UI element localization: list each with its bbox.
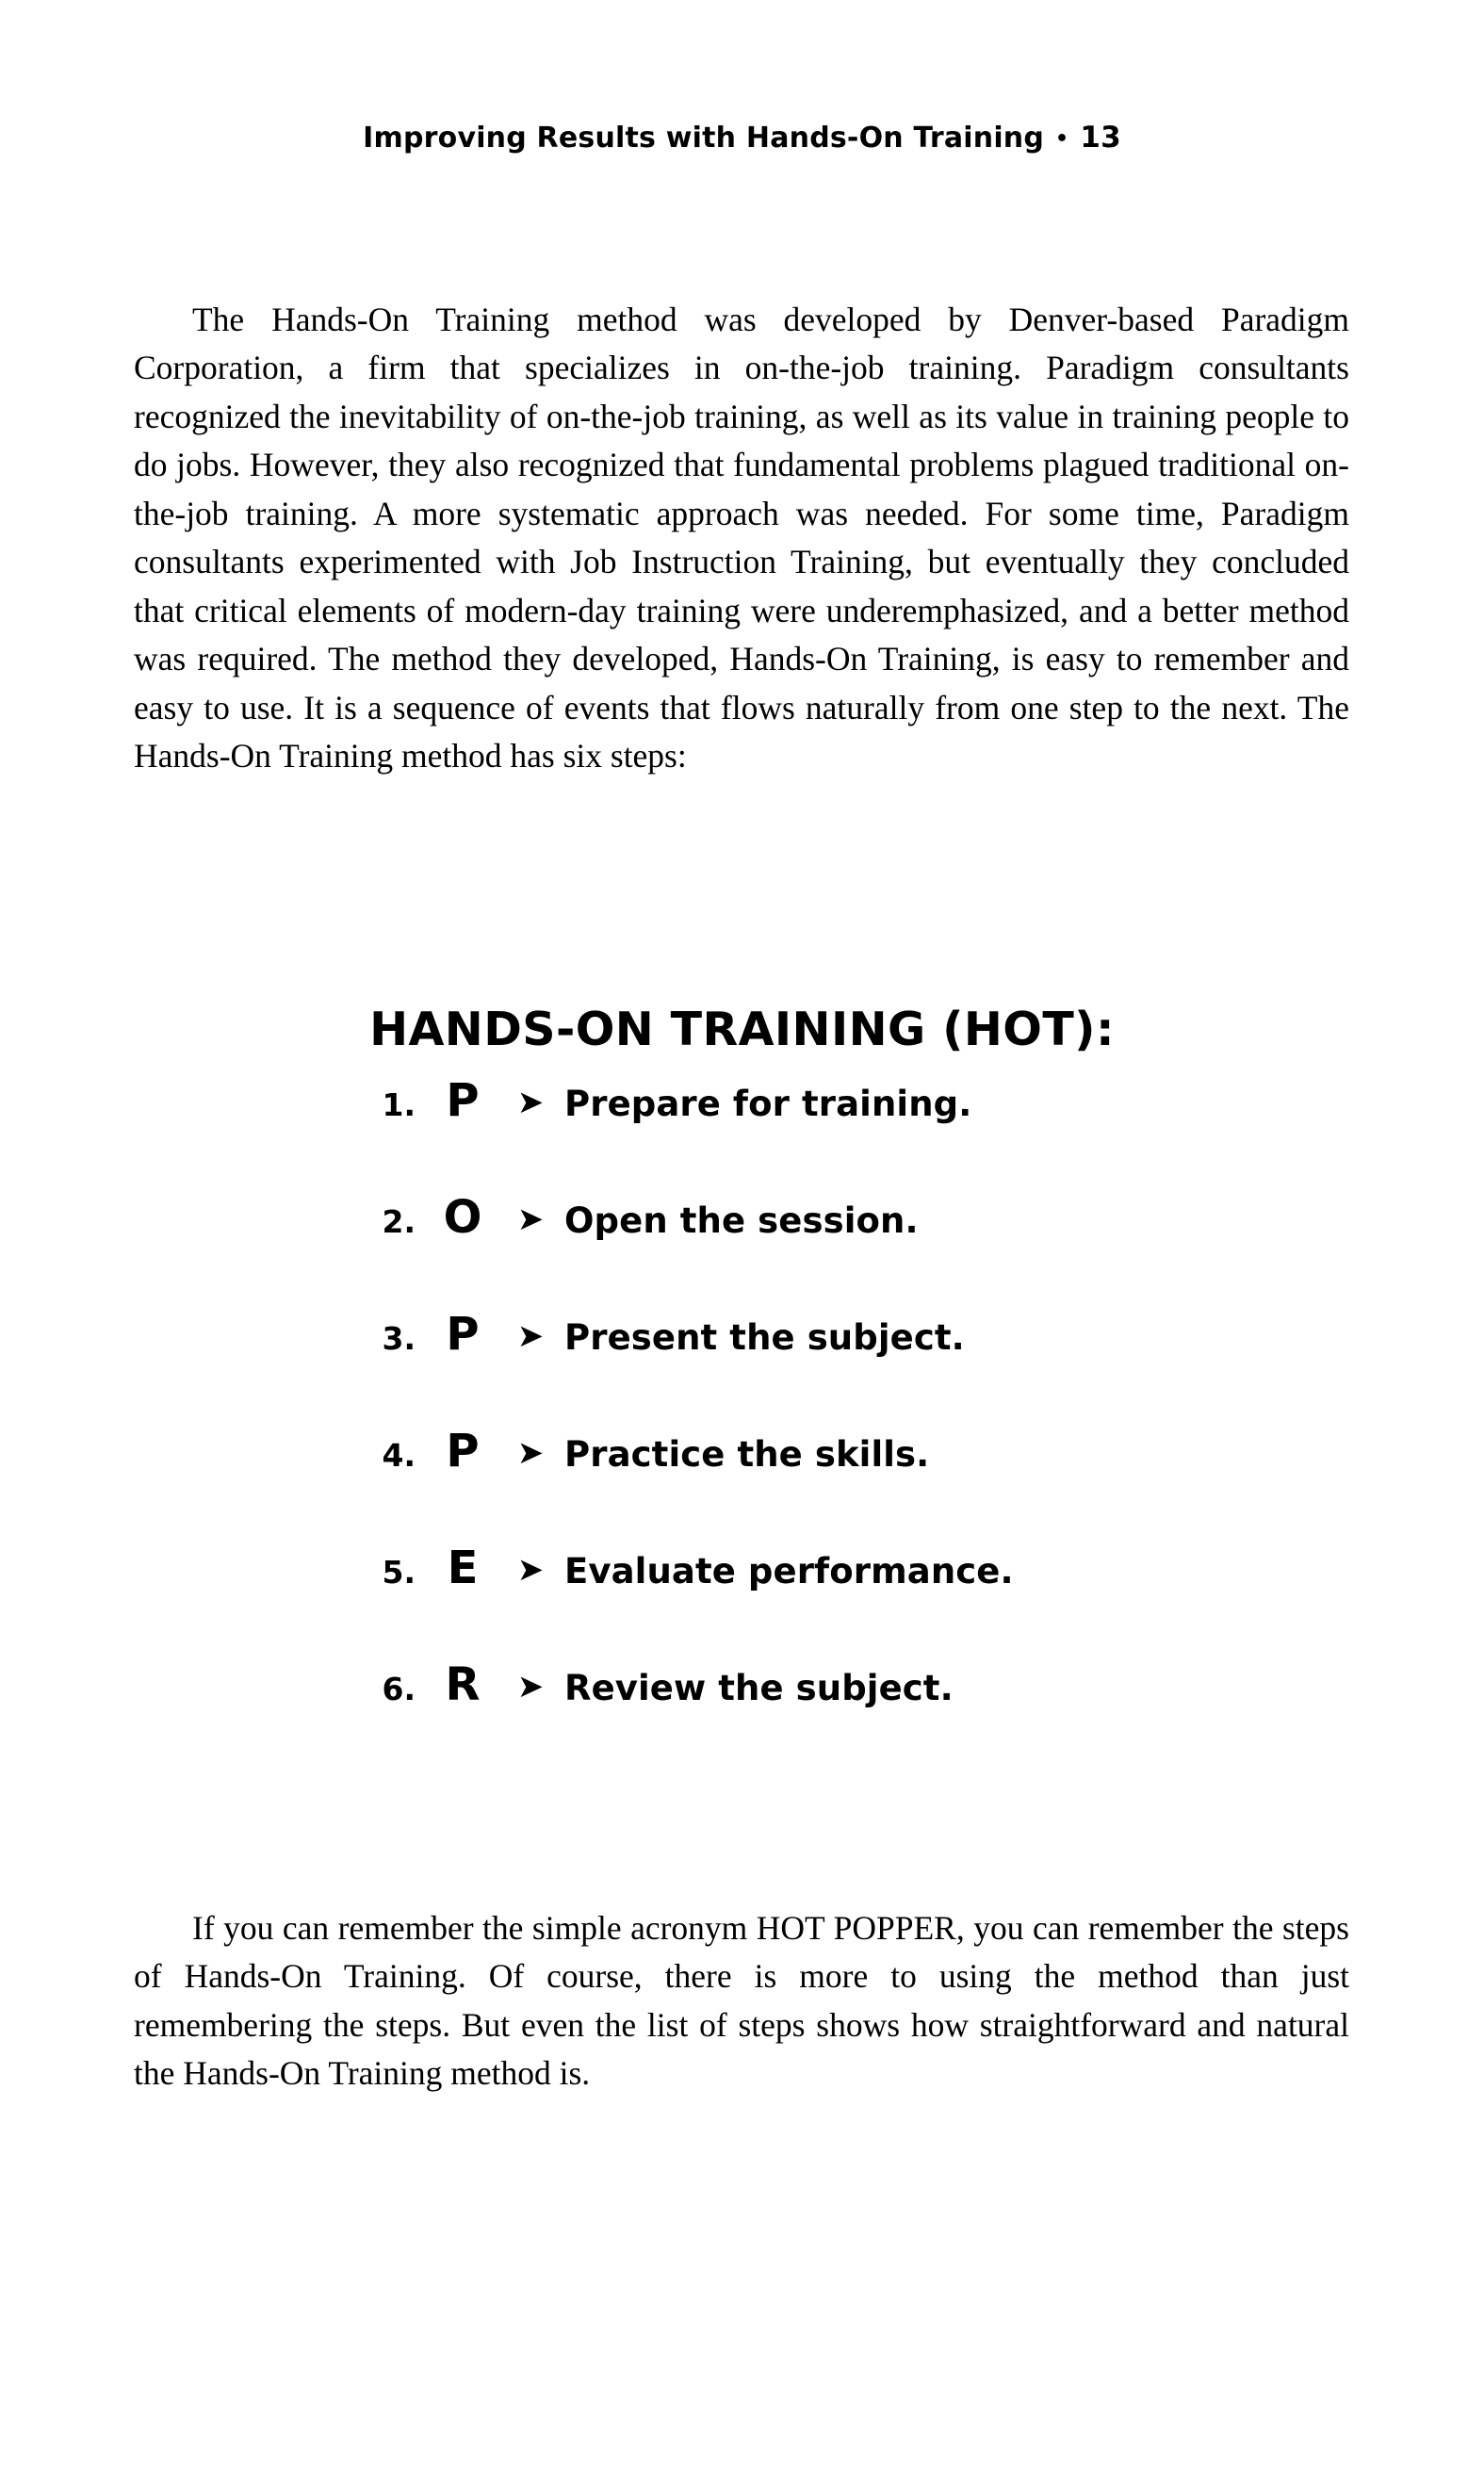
step-number: 6.: [382, 1671, 416, 1707]
arrow-icon: ➤: [516, 1434, 545, 1472]
step-letter: O: [443, 1191, 482, 1244]
body-paragraph-second: If you can remember the simple acronym HOT POPPER, you can remember the steps of Hands-On Training. Of course, there is more to using the method than just remembering the steps. But even the list of steps shows how straightforward and natural the Hands-On Training method is.: [134, 1908, 1349, 2092]
page-number: 13: [1080, 121, 1121, 155]
step-number: 4.: [382, 1437, 416, 1474]
step-text: Present the subject.: [564, 1317, 965, 1358]
step-text: Evaluate performance.: [564, 1551, 1014, 1592]
step-letter: P: [446, 1425, 480, 1477]
list-item: [0, 1542, 1484, 1658]
step-letter: P: [446, 1308, 480, 1361]
running-head-separator: •: [1055, 127, 1069, 151]
list-item: [0, 1308, 1484, 1425]
list-item: [0, 1074, 1484, 1191]
list-item: [0, 1658, 1484, 1775]
arrow-icon: ➤: [516, 1200, 545, 1238]
step-text: Practice the skills.: [564, 1434, 930, 1475]
running-head: [0, 121, 1484, 155]
step-letter: E: [447, 1542, 479, 1594]
arrow-icon: ➤: [516, 1317, 545, 1355]
running-head-title: Improving Results with Hands-On Training: [363, 122, 1045, 155]
steps-list: [0, 1074, 1484, 1775]
list-item: [0, 1191, 1484, 1308]
step-number: 5.: [382, 1554, 416, 1591]
step-number: 1.: [382, 1086, 416, 1123]
list-item: [0, 1425, 1484, 1542]
step-letter: R: [445, 1658, 481, 1711]
arrow-icon: ➤: [516, 1551, 545, 1589]
step-text: Review the subject.: [564, 1668, 954, 1708]
step-number: 3.: [382, 1320, 416, 1357]
arrow-icon: ➤: [516, 1668, 545, 1706]
arrow-icon: ➤: [516, 1084, 545, 1121]
step-letter: P: [446, 1074, 480, 1127]
step-text: Open the session.: [564, 1200, 919, 1241]
section-heading: HANDS-ON TRAINING (HOT):: [369, 1002, 1115, 1056]
step-text: Prepare for training.: [564, 1084, 972, 1124]
step-number: 2.: [382, 1203, 416, 1240]
body-paragraph-first: The Hands-On Training method was developed by Denver-based Paradigm Corporation, a firm that specializes in on-the-job training. Paradigm consultants recognized the inevitability of on-the-job training, as well as its value in training people to do jobs. However, they also recognized that fundamental problems plagued traditional on-the-job training. A more systematic approach was needed. For some time, Paradigm consultants experimented with Job Instruction Training, but eventually they concluded that critical elements of modern-day training were underemphasized, and a better method was required. The method they developed, Hands-On Training, is easy to remember and easy to use. It is a sequence of events that flows naturally from one step to the next. The Hands-On Training method has six steps:: [134, 300, 1349, 775]
